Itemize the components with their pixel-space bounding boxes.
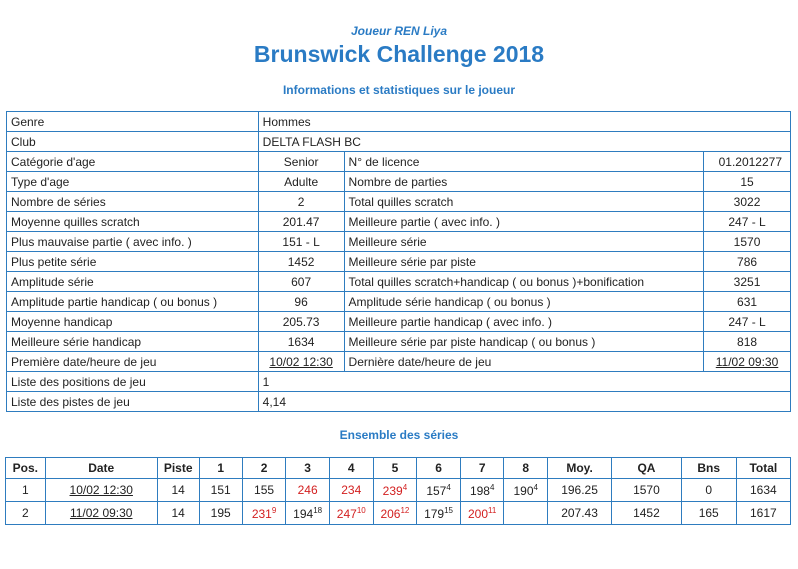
column-header: Moy.: [547, 458, 611, 479]
info-value: 3022: [704, 192, 791, 212]
info-row: [7, 332, 791, 352]
series-header-row: [6, 458, 791, 479]
game-position-sup: 10: [356, 505, 366, 515]
info-row: [7, 192, 791, 212]
game-score: 195: [199, 502, 242, 525]
game-score: $179^{15}$: [417, 502, 461, 525]
info-value: 1634: [258, 332, 344, 352]
game-score: 151: [199, 479, 242, 502]
info-label: Meilleure partie ( avec info. ): [344, 212, 704, 232]
info-row: [7, 312, 791, 332]
info-value: 1: [258, 372, 790, 392]
game-score: $200^{11}$: [460, 502, 504, 525]
game-position-sup: 4: [402, 482, 408, 492]
info-value: 1452: [258, 252, 344, 272]
first-date-link[interactable]: 10/02 12:30: [269, 354, 333, 369]
game-score: $206^{12}$: [373, 502, 417, 525]
column-header: Total: [736, 458, 790, 479]
game-score: 234: [329, 479, 373, 502]
info-row: [7, 292, 791, 312]
info-value: 205.73: [258, 312, 344, 332]
info-row: [7, 212, 791, 232]
info-value: 247 - L: [704, 212, 791, 232]
info-value: Adulte: [258, 172, 344, 192]
info-row: [7, 252, 791, 272]
column-header: Piste: [157, 458, 199, 479]
info-row: [7, 372, 791, 392]
info-value: 96: [258, 292, 344, 312]
column-header: QA: [612, 458, 682, 479]
info-label: Nombre de séries: [7, 192, 259, 212]
info-label: Plus petite série: [7, 252, 259, 272]
series-qa: 1570: [612, 479, 682, 502]
game-score: $194^{18}$: [286, 502, 330, 525]
info-label: Amplitude série: [7, 272, 259, 292]
series-bns: 0: [681, 479, 736, 502]
series-piste: 14: [157, 479, 199, 502]
info-label: Meilleure série: [344, 232, 704, 252]
game-score: 155: [242, 479, 285, 502]
info-row: [7, 392, 791, 412]
series-moy: 207.43: [547, 502, 611, 525]
game-score: 246: [286, 479, 330, 502]
game-position-sup: 9: [271, 505, 277, 515]
column-header: 6: [417, 458, 461, 479]
series-piste: 14: [157, 502, 199, 525]
info-row: [7, 152, 791, 172]
series-date-link[interactable]: 11/02 09:30: [69, 506, 133, 520]
column-header: 3: [286, 458, 330, 479]
game-score: $157^4$: [417, 479, 461, 502]
info-value: 818: [704, 332, 791, 352]
game-score: $239^4$: [373, 479, 417, 502]
column-header: Date: [45, 458, 157, 479]
info-value: 607: [258, 272, 344, 292]
player-info-table: [6, 111, 791, 412]
info-value: 201.47: [258, 212, 344, 232]
column-header: 5: [373, 458, 417, 479]
info-row: [7, 232, 791, 252]
info-value: 3251: [704, 272, 791, 292]
series-total: 1634: [736, 479, 790, 502]
info-label: Amplitude partie handicap ( ou bonus ): [7, 292, 259, 312]
info-label: Amplitude série handicap ( ou bonus ): [344, 292, 704, 312]
player-name: Joueur REN Liya: [350, 24, 448, 38]
series-date-link[interactable]: 10/02 12:30: [69, 483, 133, 497]
info-label: Total quilles scratch: [344, 192, 704, 212]
game-position-sup: 11: [488, 505, 497, 515]
series-total: 1617: [736, 502, 790, 525]
info-row: [7, 272, 791, 292]
info-label: Meilleure série handicap: [7, 332, 259, 352]
info-label: Meilleure série par piste: [344, 252, 704, 272]
info-label: Genre: [7, 112, 259, 132]
game-position-sup: 15: [444, 505, 454, 515]
series-table: [5, 457, 791, 525]
info-value: 2: [258, 192, 344, 212]
column-header: Bns: [681, 458, 736, 479]
info-label: Club: [7, 132, 259, 152]
info-row: [7, 352, 791, 372]
column-header: Pos.: [6, 458, 46, 479]
last-date-link[interactable]: 11/02 09:30: [715, 354, 779, 369]
game-position-sup: 12: [400, 505, 410, 515]
game-position-sup: 18: [313, 505, 323, 515]
game-score: $231^9$: [242, 502, 285, 525]
game-position-sup: 4: [446, 482, 451, 492]
info-label: Meilleure partie handicap ( avec info. ): [344, 312, 704, 332]
info-label: Meilleure série par piste handicap ( ou bonus ): [344, 332, 704, 352]
game-score: $198^4$: [460, 479, 504, 502]
info-value: DELTA FLASH BC: [258, 132, 790, 152]
info-label: Dernière date/heure de jeu: [344, 352, 704, 372]
info-label: Plus mauvaise partie ( avec info. ): [7, 232, 259, 252]
info-label: Type d'age: [7, 172, 259, 192]
column-header: 8: [504, 458, 547, 479]
series-bns: 165: [681, 502, 736, 525]
info-value: 1570: [704, 232, 791, 252]
game-score: $190^4$: [504, 479, 547, 502]
info-label: Nombre de parties: [344, 172, 704, 192]
info-value: 151 - L: [258, 232, 344, 252]
section-title-info: Informations et statistiques sur le joueur: [282, 83, 516, 97]
info-value: 247 - L: [704, 312, 791, 332]
info-label: Liste des pistes de jeu: [7, 392, 259, 412]
info-value: 01.2012277: [704, 152, 791, 172]
info-label: Liste des positions de jeu: [7, 372, 259, 392]
column-header: 4: [329, 458, 373, 479]
info-label: Catégorie d'age: [7, 152, 259, 172]
info-value: Hommes: [258, 112, 790, 132]
game-position-sup: 4: [489, 482, 495, 492]
series-pos: 1: [6, 479, 46, 502]
info-label: Moyenne handicap: [7, 312, 259, 332]
info-row: [7, 172, 791, 192]
page-title: Brunswick Challenge 2018: [253, 41, 545, 67]
column-header: 7: [460, 458, 504, 479]
section-title-series: Ensemble des séries: [339, 428, 459, 442]
info-row: [7, 112, 791, 132]
info-value: 4,14: [258, 392, 790, 412]
info-label: Moyenne quilles scratch: [7, 212, 259, 232]
game-score: $247^{10}$: [329, 502, 373, 525]
game-score: [504, 502, 547, 525]
info-value: 631: [704, 292, 791, 312]
info-label: Total quilles scratch+handicap ( ou bonus )+bonification: [344, 272, 704, 292]
series-qa: 1452: [612, 502, 682, 525]
series-pos: 2: [6, 502, 46, 525]
info-value: 786: [704, 252, 791, 272]
game-position-sup: 4: [533, 482, 538, 492]
series-date-cell: [45, 479, 157, 502]
info-label: Première date/heure de jeu: [7, 352, 259, 372]
info-row: [7, 132, 791, 152]
series-row: [6, 479, 791, 502]
page-header: [0, 24, 798, 97]
column-header: 2: [242, 458, 285, 479]
series-date-cell: [45, 502, 157, 525]
series-row: [6, 502, 791, 525]
column-header: 1: [199, 458, 242, 479]
info-value: 15: [704, 172, 791, 192]
info-label: N° de licence: [344, 152, 704, 172]
series-moy: 196.25: [547, 479, 611, 502]
info-value: Senior: [258, 152, 344, 172]
